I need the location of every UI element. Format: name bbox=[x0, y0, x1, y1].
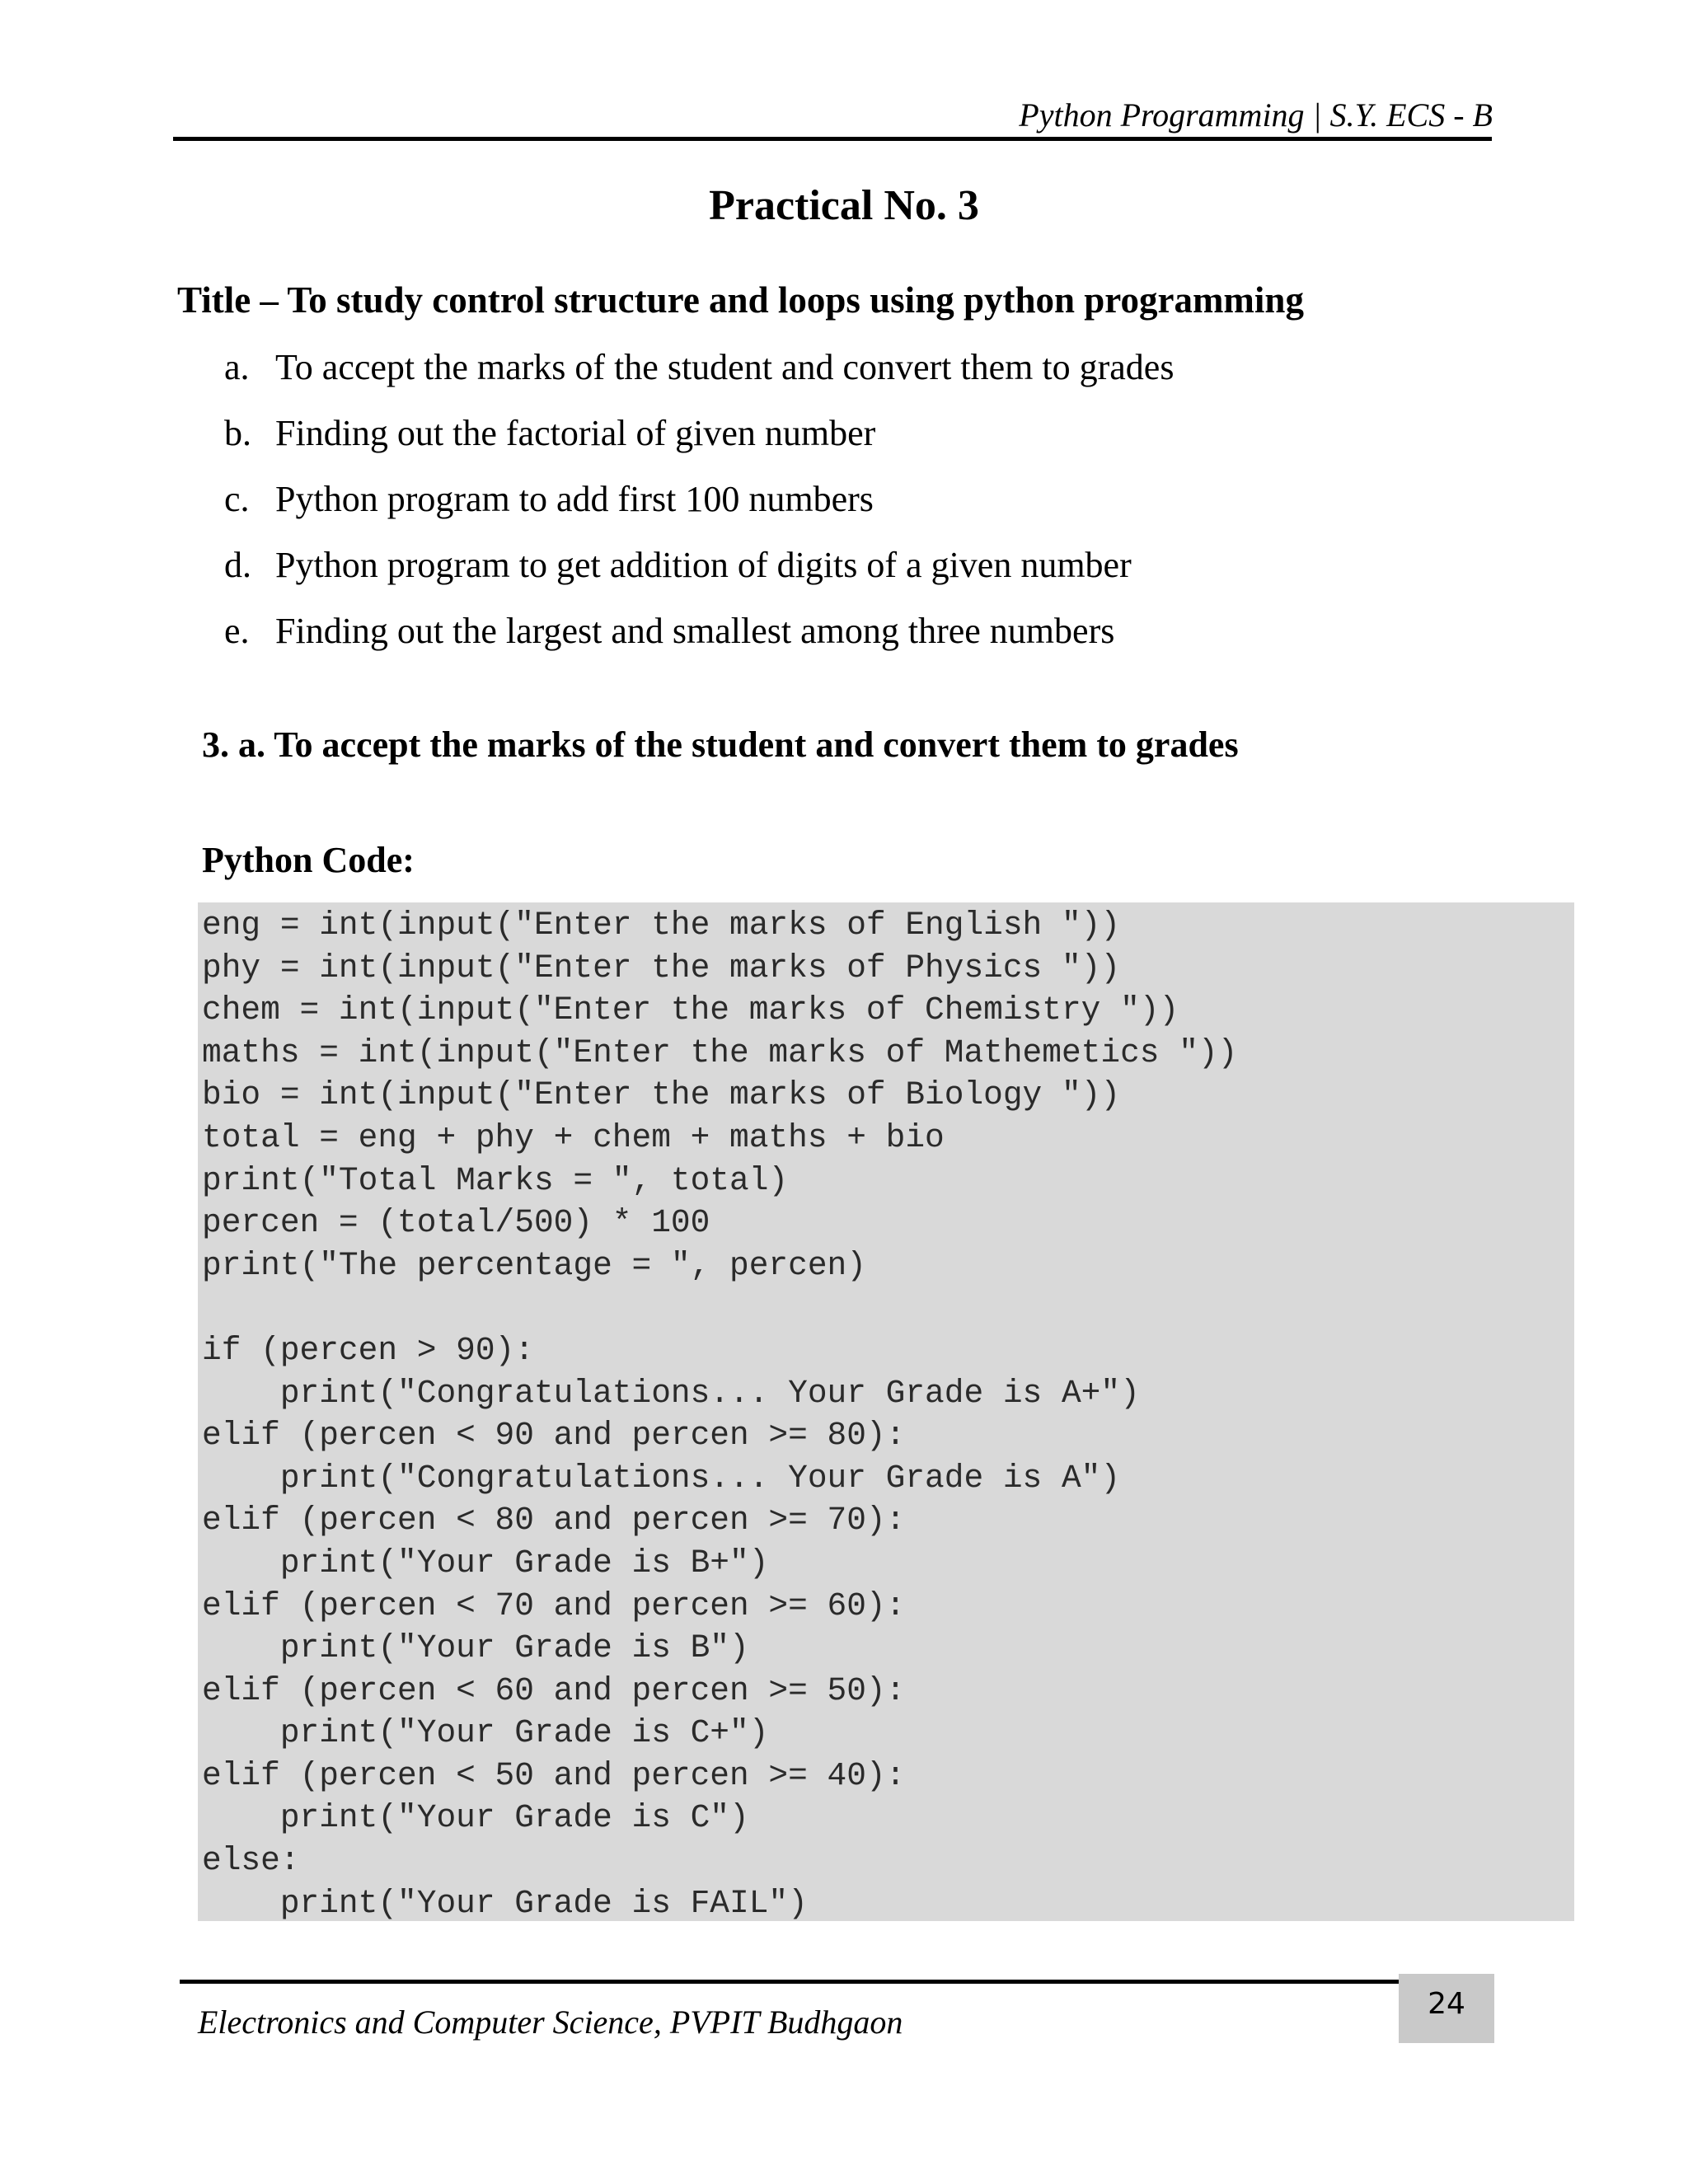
code-line: print("The percentage = ", percen) bbox=[202, 1246, 866, 1284]
code-line: print("Your Grade is C") bbox=[202, 1799, 749, 1837]
code-line: percen = (total/500) * 100 bbox=[202, 1204, 710, 1242]
code-line bbox=[202, 1286, 1237, 1329]
section-heading: 3. a. To accept the marks of the student and convert them to grades bbox=[202, 724, 1239, 765]
list-item bbox=[224, 542, 1174, 608]
code-line: if (percen > 90): bbox=[202, 1331, 534, 1369]
list-item-text: To accept the marks of the student and convert them to grades bbox=[275, 347, 1175, 387]
code-line: print("Congratulations... Your Grade is A+") bbox=[202, 1374, 1140, 1412]
code-line: total = eng + phy + chem + maths + bio bbox=[202, 1118, 945, 1156]
page-number: 24 bbox=[1428, 1987, 1465, 2021]
code-line: chem = int(input("Enter the marks of Chemistry ")) bbox=[202, 991, 1179, 1029]
code-line: elif (percen < 90 and percen >= 80): bbox=[202, 1417, 906, 1455]
code-line: elif (percen < 60 and percen >= 50): bbox=[202, 1671, 906, 1709]
aims-list bbox=[224, 344, 1174, 674]
code-line: print("Your Grade is FAIL") bbox=[202, 1884, 808, 1922]
code-line: phy = int(input("Enter the marks of Physics ")) bbox=[202, 949, 1121, 987]
list-item bbox=[224, 410, 1174, 476]
code-line: eng = int(input("Enter the marks of English ")) bbox=[202, 907, 1121, 944]
list-item-marker: a. bbox=[224, 347, 250, 387]
running-header: Python Programming | S.Y. ECS - B bbox=[1019, 96, 1493, 134]
list-item bbox=[224, 608, 1174, 674]
code-line: print("Total Marks = ", total) bbox=[202, 1161, 789, 1199]
list-item-text: Python program to add first 100 numbers bbox=[275, 479, 874, 519]
practical-subject: Title – To study control structure and loops using python programming bbox=[177, 279, 1304, 321]
code-line: bio = int(input("Enter the marks of Biology ")) bbox=[202, 1076, 1121, 1114]
code-line: print("Your Grade is C+") bbox=[202, 1714, 769, 1752]
list-item-text: Finding out the factorial of given number bbox=[275, 413, 876, 453]
code-line: elif (percen < 50 and percen >= 40): bbox=[202, 1756, 906, 1794]
list-item bbox=[224, 476, 1174, 542]
list-item-text: Finding out the largest and smallest among three numbers bbox=[275, 611, 1115, 651]
list-item-marker: d. bbox=[224, 545, 251, 585]
footer-rule bbox=[180, 1980, 1447, 1984]
code-line: maths = int(input("Enter the marks of Mathemetics ")) bbox=[202, 1033, 1238, 1071]
code-lines bbox=[202, 904, 1237, 1924]
footer-institution: Electronics and Computer Science, PVPIT Budhgaon bbox=[198, 2004, 903, 2041]
list-item-marker: e. bbox=[224, 611, 250, 651]
code-line: print("Your Grade is B") bbox=[202, 1629, 749, 1667]
list-item-text: Python program to get addition of digits of a given number bbox=[275, 545, 1132, 585]
page-number-badge bbox=[1399, 1974, 1494, 2043]
code-block bbox=[198, 902, 1574, 1921]
code-line: elif (percen < 70 and percen >= 60): bbox=[202, 1586, 906, 1624]
code-line: elif (percen < 80 and percen >= 70): bbox=[202, 1502, 906, 1540]
code-line: print("Your Grade is B+") bbox=[202, 1544, 769, 1582]
code-line: print("Congratulations... Your Grade is A") bbox=[202, 1459, 1121, 1497]
code-label: Python Code: bbox=[202, 840, 415, 880]
list-item-marker: c. bbox=[224, 479, 250, 519]
list-item-marker: b. bbox=[224, 413, 251, 453]
code-line: else: bbox=[202, 1842, 300, 1880]
header-rule bbox=[173, 137, 1492, 141]
list-item bbox=[224, 344, 1174, 410]
page-title: Practical No. 3 bbox=[709, 182, 979, 229]
